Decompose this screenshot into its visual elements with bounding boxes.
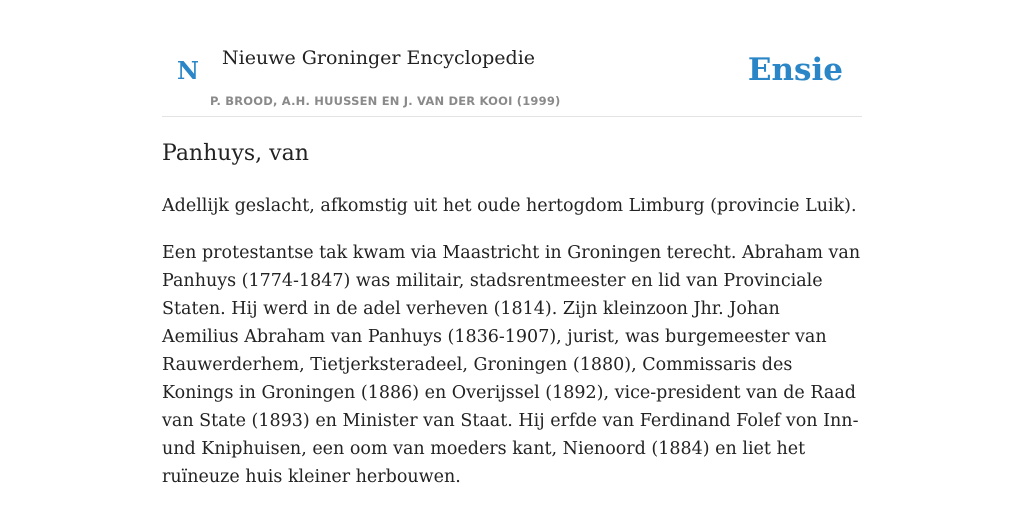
- publication-logo[interactable]: N: [177, 56, 199, 85]
- article-paragraph: Een protestantse tak kwam via Maastricht in Groningen terecht. Abraham van Panhuys (1774-1847) was militair, stadsrentmeester en lid van Provinciale Staten. Hij werd in de adel verheven (1814). Zijn kleinzoon Jhr. Johan Aemilius Abraham van Panhuys (1836-1907), jurist, was burgemeester van Rauwerderhem, Tietjerksteradeel, Groningen (1880), Commissaris des Konings in Groningen (1886) en Overijssel (1892), vice-president van de Raad van State (1893) en Minister van Staat. Hij erfde van Ferdinand Folef von Inn- und Kniphuisen, een oom van moeders kant, Nienoord (1884) en liet het ruïneuze huis kleiner herbouwen.: [162, 243, 861, 487]
- publication-title[interactable]: Nieuwe Groninger Encyclopedie: [222, 47, 536, 69]
- brand-logo[interactable]: Ensie: [747, 52, 843, 88]
- article: [162, 136, 862, 491]
- publication-authors: P. BROOD, A.H. HUUSSEN EN J. VAN DER KOOI (1999): [210, 94, 561, 108]
- article-paragraph: Adellijk geslacht, afkomstig uit het oude hertogdom Limburg (provincie Luik).: [162, 196, 857, 216]
- article-title: Panhuys, van: [162, 141, 309, 166]
- publication-header: [162, 0, 862, 117]
